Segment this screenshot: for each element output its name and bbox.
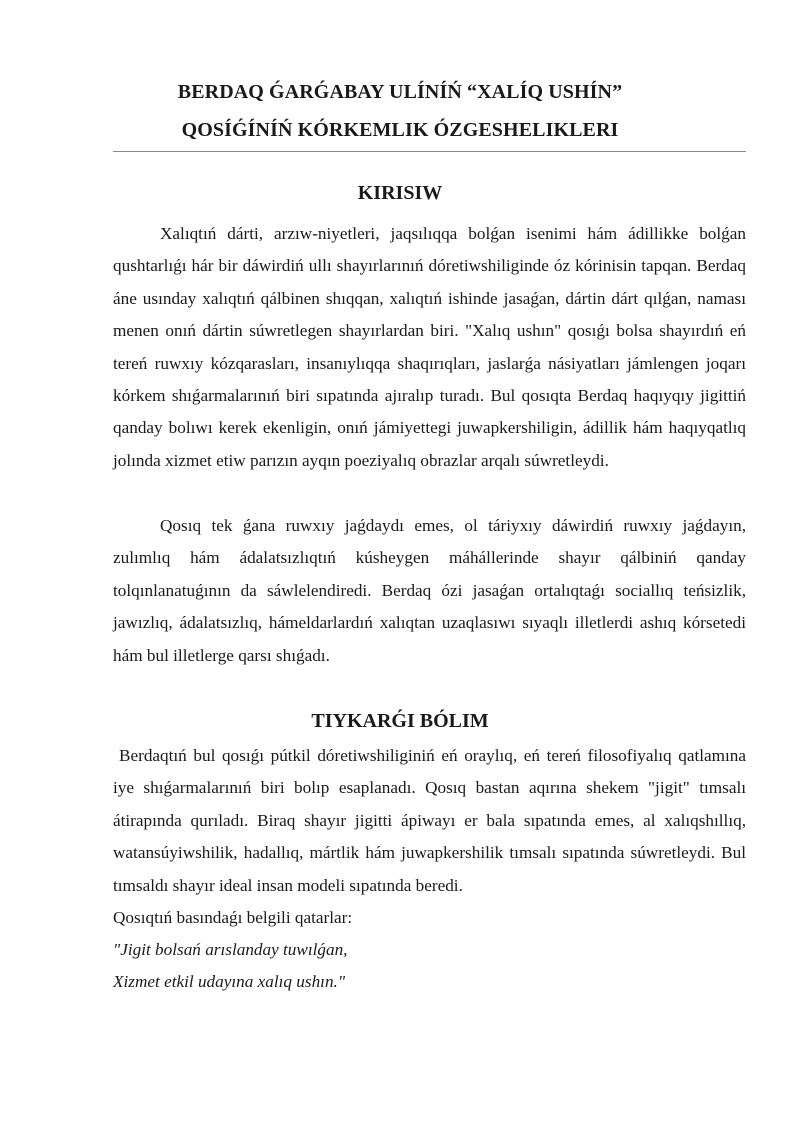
quote-line-1: "Jigit bolsań arıslanday tuwılǵan,	[113, 940, 348, 959]
introduction-paragraph-2: Qosıq tek ǵana ruwxıy jaǵdaydı emes, ol táriyxıy dáwirdiń ruwxıy jaǵdayın, zulımlıq hám ádalatsızlıqtıń kúsheygen máhállerinde shayır qálbiniń qanday tolqınlanatuǵının da sáwlelendiredi. Berdaq ózi jasaǵan ortalıqtaǵı sociallıq teńsizlik, jawızlıq, ádalatsızlıq, hámeldarlardıń xalıqtan uzaqlasıwı sıyaqlı illetlerdi ashıq kórsetedi hám bul illetlerge qarsı shıǵadı.	[113, 516, 746, 665]
section-heading-main-part: TIYKARǴI BÓLIM	[311, 710, 489, 732]
main-part-paragraph-1: Berdaqtıń bul qosıǵı pútkil dóretiwshiliginiń eń oraylıq, eń tereń filosofiyalıq qatlamına iye shıǵarmalarınıń biri bolıp esaplanadı. Qosıq bastan aqırına shekem "jigit" tımsalı átirapında qurıladı. Biraq shayır jigitti ápiwayı er bala sıpatında emes, al xalıqshıllıq, watansúyiwshilik, hadallıq, mártlik hám juwapkershilik tımsalı sıpatında súwretleydi. Bul tımsaldı shayır ideal insan modeli sıpatında beredi.	[113, 746, 746, 895]
quote-intro-line: Qosıqtıń basındaǵı belgili qatarlar:	[113, 908, 353, 927]
section-heading-introduction: KIRISIW	[357, 182, 443, 204]
title-divider	[113, 151, 746, 152]
document-title-line-2: QOSÍǴÍNÍŃ KÓRKEMLIK ÓZGESHELIKLERI	[181, 119, 619, 141]
document-title-line-1: BERDAQ ǴARǴABAY ULÍNÍŃ “XALÍQ USHÍN”	[177, 81, 623, 103]
quote-line-2: Xizmet etkil udayına xalıq ushın."	[113, 972, 346, 991]
introduction-paragraph-1: Xalıqtıń dárti, arzıw-niyetleri, jaqsılıqqa bolǵan isenimi hám ádillikke bolǵan qushtarlıǵı hár bir dáwirdiń ullı shayırlarınıń dóretiwshiliginde óz kórinisin tapqan. Berdaq áne usınday xalıqtıń qálbinen shıqqan, xalıqtıń ishinde jasaǵan, dártin dárt qılǵan, naması menen onıń dártin súwretlegen shayırlardan biri. "Xalıq ushın" qosıǵı bolsa shayırdıń eń tereń ruwxıy kózqarasları, insanıylıqqa shaqırıqları, jaslarǵa násiyatları jámlengen joqarı kórkem shıǵarmalarınıń biri sıpatında ajıralıp turadı. Bul qosıqta Berdaq haqıyqıy jigittiń qanday bolıwı kerek ekenligin, onıń jámiyettegi juwapkershiligin, ádillik hám haqıyqatlıq jolında xizmet etiw parızın ayqın poeziyalıq obrazlar arqalı súwretleydi.	[113, 224, 746, 470]
